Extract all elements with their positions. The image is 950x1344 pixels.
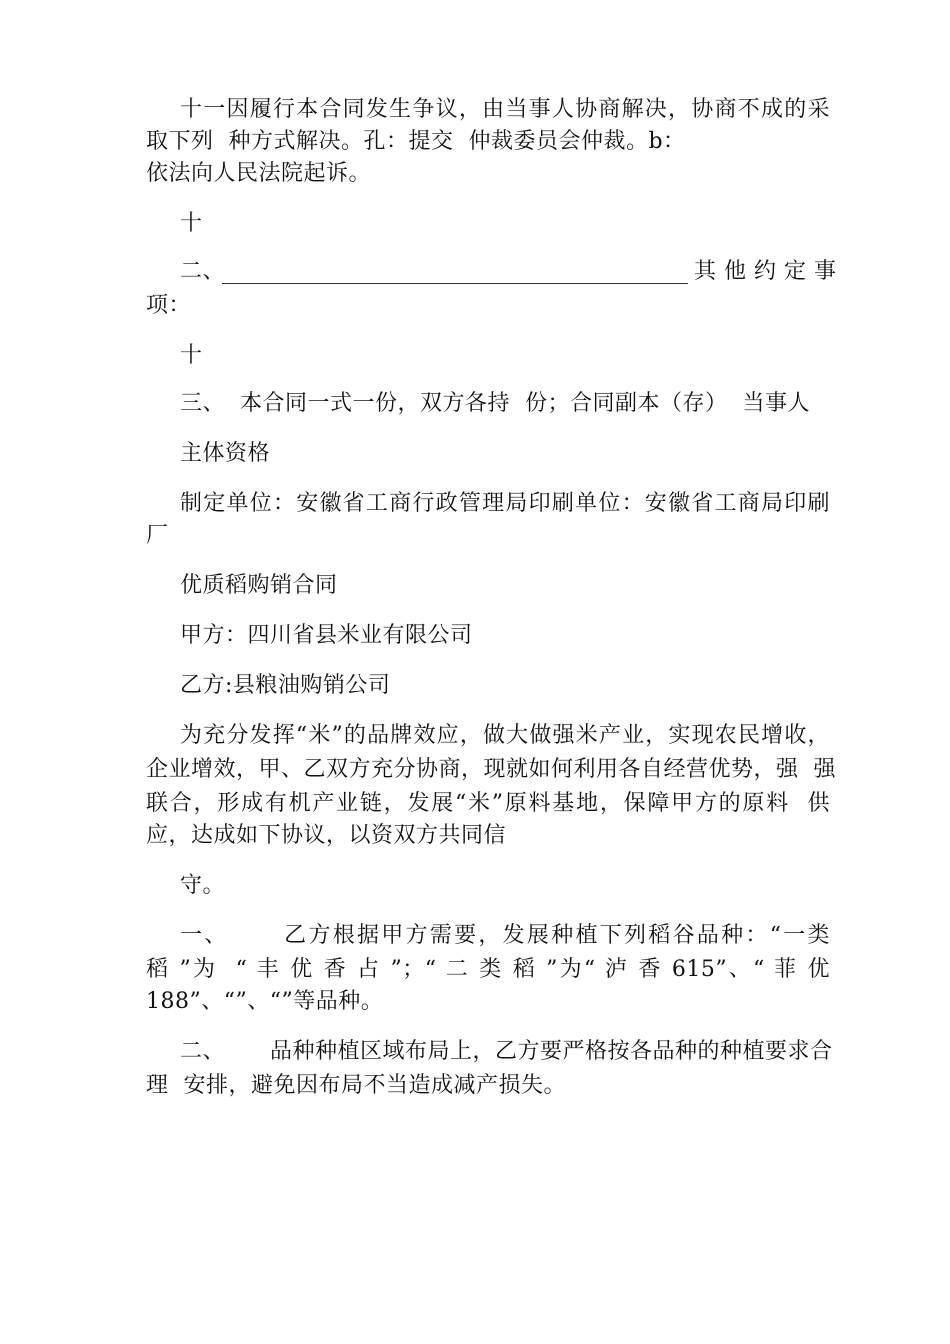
party-a: 甲方：四川省县米业有限公司 — [180, 623, 473, 648]
preamble-line-4: 应，达成如下协议，以资双方共同信 — [146, 823, 507, 848]
clause-11-line-2: 取下列 种方式解决。孔：提交 仲裁委员会仲裁。b： — [146, 129, 686, 154]
article-2-line-1: 二、 品种种植区域布局上，乙方要严格按各品种的种植要求合 — [180, 1039, 833, 1064]
party-b: 乙方:县粮油购销公司 — [180, 673, 391, 698]
preamble-line-1: 为充分发挥“米”的品牌效应，做大做强米产业，实现农民增收， — [180, 723, 830, 748]
clause-13-text: 三、 本合同一式一份，双方各持 份；合同副本（存） 当事人 — [180, 391, 810, 416]
article-1-line-3: 188”、“”、“”等品种。 — [146, 989, 384, 1014]
printer-info: 制定单位：安徽省工商行政管理局印刷单位：安徽省工商局印刷 — [180, 491, 830, 516]
article-1-line-1: 一、 乙方根据甲方需要，发展种植下列稻谷品种：“一类 — [180, 923, 830, 948]
article-1-line-2: 稻 ”为 “ 丰 优 香 占 ”；“ 二 类 稻 ”为“ 泸 香 615”、“ 菲 优 — [146, 957, 830, 982]
clause-12-title-cont: 项： — [146, 293, 192, 318]
clause-11-line-1: 十一因履行本合同发生争议，由当事人协商解决，协商不成的采 — [180, 97, 830, 122]
contract-title: 优质稻购销合同 — [180, 573, 338, 598]
preamble-line-2: 企业增效，甲、乙双方充分协商，现就如何利用各自经营优势，强 强 — [146, 757, 836, 782]
preamble-line-3: 联合，形成有机产业链，发展“米”原料基地，保障甲方的原料 供 — [146, 791, 830, 816]
clause-13-cont: 主体资格 — [180, 441, 271, 466]
printer-info-cont: 厂 — [146, 523, 169, 548]
clause-11-line-3: 依法向人民法院起诉。 — [146, 161, 372, 186]
clause-12-title: 其 他 约 定 事 — [694, 259, 837, 284]
clause-13-number: 十 — [180, 343, 203, 368]
clause-12-prefix: 二、 — [180, 259, 226, 284]
clause-12-number: 十 — [180, 211, 203, 236]
preamble-line-5: 守。 — [180, 873, 226, 898]
article-2-line-2: 理 安排，避免因布局不当造成减产损失。 — [146, 1073, 566, 1098]
fill-in-blank — [222, 283, 688, 284]
